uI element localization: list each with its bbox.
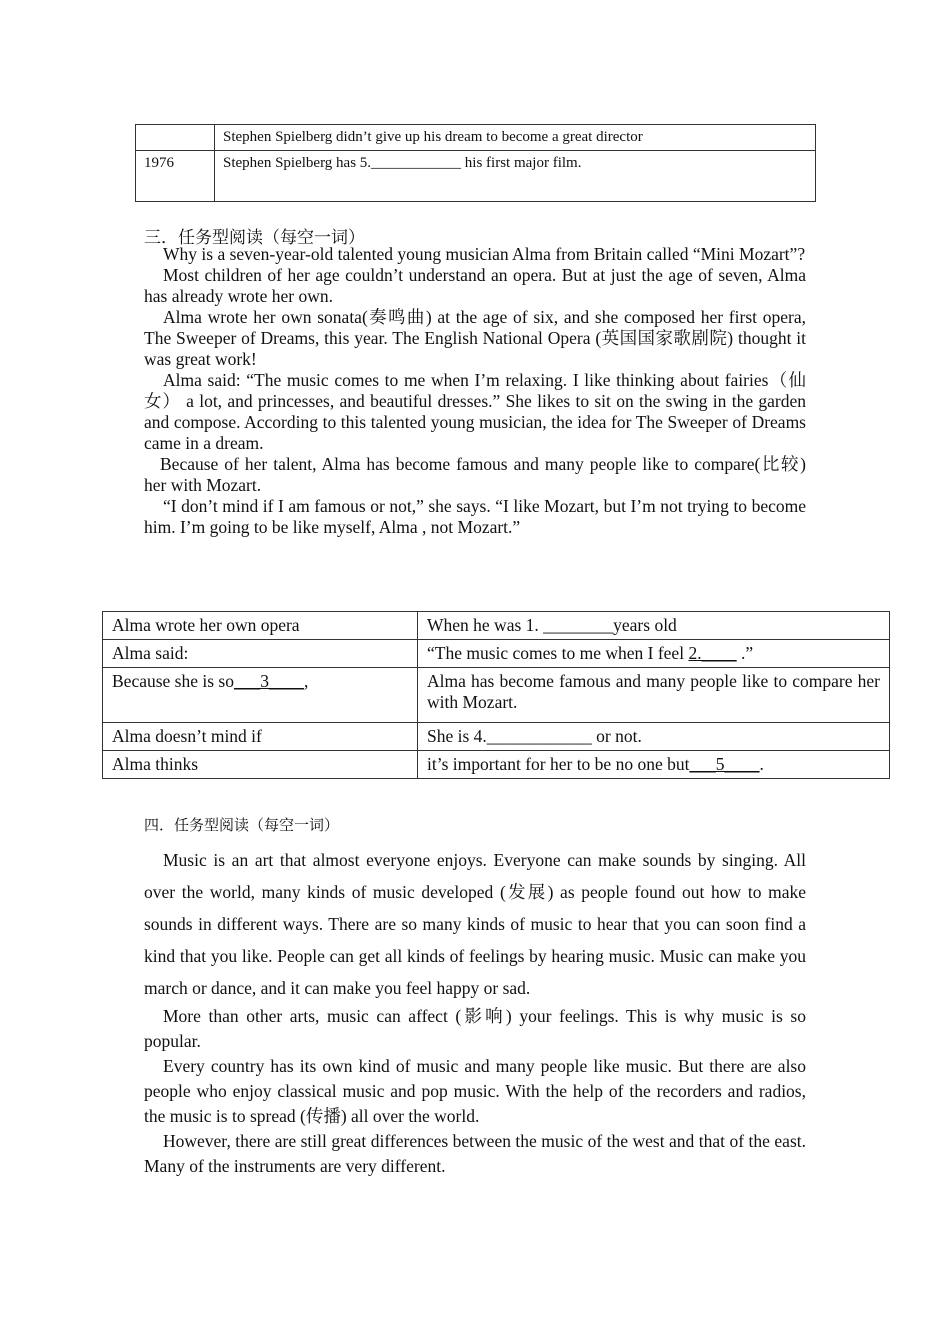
blank-2[interactable]: 2.____ <box>688 643 737 663</box>
cell-text: . <box>759 754 764 774</box>
cell-text: .” <box>736 643 754 663</box>
table-row <box>103 723 890 751</box>
table-row <box>103 751 890 779</box>
prompt-cell <box>103 668 418 723</box>
answer-cell: Alma has become famous and many people like to compare her with Mozart. <box>418 668 890 723</box>
answer-cell: She is 4.____________ or not. <box>418 723 890 751</box>
blank-5[interactable]: ___5____ <box>689 754 760 774</box>
timeline-table <box>135 124 816 202</box>
table-row <box>136 151 816 202</box>
section-4-passage <box>144 844 806 1179</box>
answer-cell <box>418 640 890 668</box>
passage-paragraph: More than other arts, music can affect (影响) your feelings. This is why music is so popular. <box>144 1006 806 1051</box>
table-row <box>103 640 890 668</box>
passage-paragraph: Alma said: “The music comes to me when I’m relaxing. I like thinking about fairies（仙女） a lot, and princesses, and beautiful dresses.” She likes to sit on the swing in the garden and compose. According to this talented young musician, the idea for The Sweeper of Dreams came in a dream. <box>144 370 806 453</box>
cell-text: Because she is so <box>112 671 234 691</box>
year-cell <box>136 125 215 151</box>
passage-paragraph: However, there are still great differences between the music of the west and that of the east. Many of the instruments are very different. <box>144 1131 806 1176</box>
cell-text: “The music comes to me when I feel <box>427 643 689 663</box>
prompt-cell: Alma doesn’t mind if <box>103 723 418 751</box>
cell-text: , <box>304 671 309 691</box>
table-row <box>136 125 816 151</box>
prompt-cell: Alma wrote her own opera <box>103 612 418 640</box>
table-row <box>103 612 890 640</box>
section-3-heading: 三．任务型阅读（每空一词） <box>144 228 365 247</box>
passage-paragraph: Because of her talent, Alma has become famous and many people like to compare(比较) her with Mozart. <box>144 454 806 495</box>
answer-cell: When he was 1. ________years old <box>418 612 890 640</box>
answer-cell <box>418 751 890 779</box>
blank-3[interactable]: ___3____ <box>234 671 304 691</box>
passage-paragraph: “I don’t mind if I am famous or not,” she says. “I like Mozart, but I’m not trying to become him. I’m going to be like myself, Alma , not Mozart.” <box>144 496 806 537</box>
passage-paragraph: Alma wrote her own sonata(奏鸣曲) at the age of six, and she composed her first opera, The Sweeper of Dreams, this year. The English National Opera (英国国家歌剧院) thought it was great work! <box>144 307 806 369</box>
section-4-heading: 四．任务型阅读（每空一词） <box>144 818 340 834</box>
prompt-cell: Alma thinks <box>103 751 418 779</box>
passage-paragraph: Music is an art that almost everyone enjoys. Everyone can make sounds by singing. All over the world, many kinds of music developed (发展) as people found out how to make sounds in different ways. There are so many kinds of music to hear that you can soon find a kind that you like. People can get all kinds of feelings by hearing music. Music can make you march or dance, and it can make you feel happy or sad. <box>144 850 806 998</box>
passage-paragraph: Every country has its own kind of music and many people like music. But there are also people who enjoy classical music and pop music. With the help of the recorders and radios, the music is to spread (传播) all over the world. <box>144 1056 806 1126</box>
year-cell: 1976 <box>136 151 215 202</box>
table-row <box>103 668 890 723</box>
event-cell: Stephen Spielberg didn’t give up his dream to become a great director <box>215 125 816 151</box>
passage-paragraph: Most children of her age couldn’t understand an opera. But at just the age of seven, Alma has already wrote her own. <box>144 265 806 306</box>
passage-paragraph: Why is a seven-year-old talented young musician Alma from Britain called “Mini Mozart”? <box>163 244 806 264</box>
section-3-passage <box>144 244 806 538</box>
prompt-cell: Alma said: <box>103 640 418 668</box>
event-cell: Stephen Spielberg has 5.____________ his first major film. <box>215 151 816 202</box>
answer-table <box>102 611 890 779</box>
cell-text: it’s important for her to be no one but <box>427 754 690 774</box>
